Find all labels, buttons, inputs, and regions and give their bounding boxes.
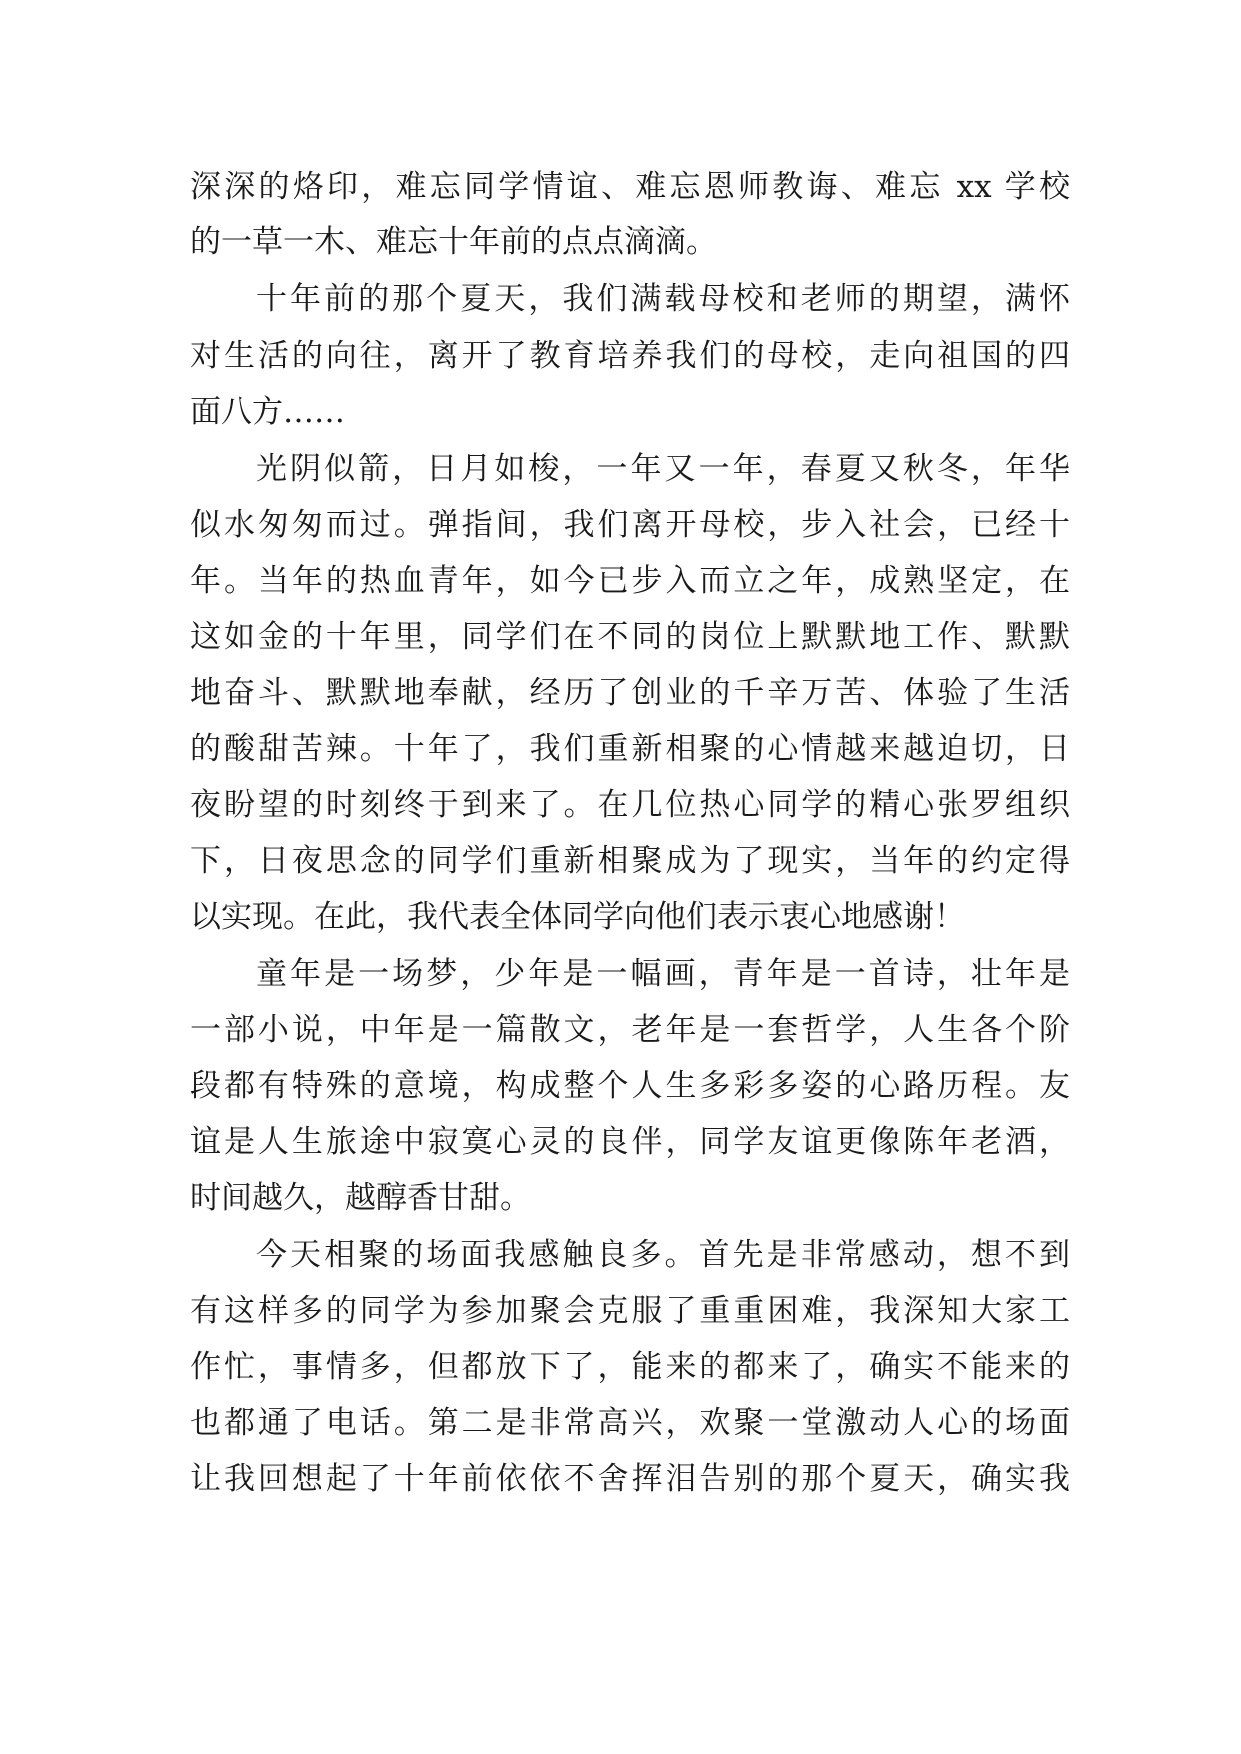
text-line: 时间越久，越醇香甘甜。: [190, 1180, 531, 1216]
text-line: 夜盼望的时刻终于到来了。在几位热心同学的精心张罗组织: [190, 787, 1070, 823]
text-line: 作忙，事情多，但都放下了，能来的都来了，确实不能来的: [190, 1349, 1070, 1385]
paragraph-first-line: 十年前的那个夏天，我们满载母校和老师的期望，满怀: [256, 281, 1070, 317]
text-line: 以实现。在此，我代表全体同学向他们表示衷心地感谢！: [190, 899, 965, 935]
text-line: 这如金的十年里，同学们在不同的岗位上默默地工作、默默: [190, 619, 1070, 655]
text-line: 对生活的向往，离开了教育培养我们的母校，走向祖国的四: [190, 338, 1070, 374]
text-line: 似水匆匆而过。弹指间，我们离开母校，步入社会，已经十: [190, 507, 1070, 543]
text-line: 年。当年的热血青年，如今已步入而立之年，成熟坚定，在: [190, 563, 1070, 599]
text-line: 有这样多的同学为参加聚会克服了重重困难，我深知大家工: [190, 1293, 1070, 1329]
text-line: 让我回想起了十年前依依不舍挥泪告别的那个夏天，确实我: [190, 1461, 1070, 1497]
text-line: 段都有特殊的意境，构成整个人生多彩多姿的心路历程。友: [190, 1068, 1070, 1104]
text-line: 的一草一木、难忘十年前的点点滴滴。: [190, 224, 717, 260]
text-line: 深深的烙印，难忘同学情谊、难忘恩师教诲、难忘 xx 学校: [190, 169, 1070, 205]
text-line: 谊是人生旅途中寂寞心灵的良伴，同学友谊更像陈年老酒，: [190, 1124, 1070, 1160]
text-line: 也都通了电话。第二是非常高兴，欢聚一堂激动人心的场面: [190, 1405, 1070, 1441]
text-line: 的酸甜苦辣。十年了，我们重新相聚的心情越来越迫切，日: [190, 731, 1070, 767]
text-line: 地奋斗、默默地奉献，经历了创业的千辛万苦、体验了生活: [190, 675, 1070, 711]
text-line: 一部小说，中年是一篇散文，老年是一套哲学，人生各个阶: [190, 1012, 1070, 1048]
text-line: 下，日夜思念的同学们重新相聚成为了现实，当年的约定得: [190, 843, 1070, 879]
paragraph-first-line: 光阴似箭，日月如梭，一年又一年，春夏又秋冬，年华: [256, 451, 1070, 487]
paragraph-first-line: 童年是一场梦，少年是一幅画，青年是一首诗，壮年是: [256, 956, 1070, 992]
paragraph-first-line: 今天相聚的场面我感触良多。首先是非常感动，想不到: [256, 1237, 1070, 1273]
text-line: 面八方……: [190, 394, 345, 430]
